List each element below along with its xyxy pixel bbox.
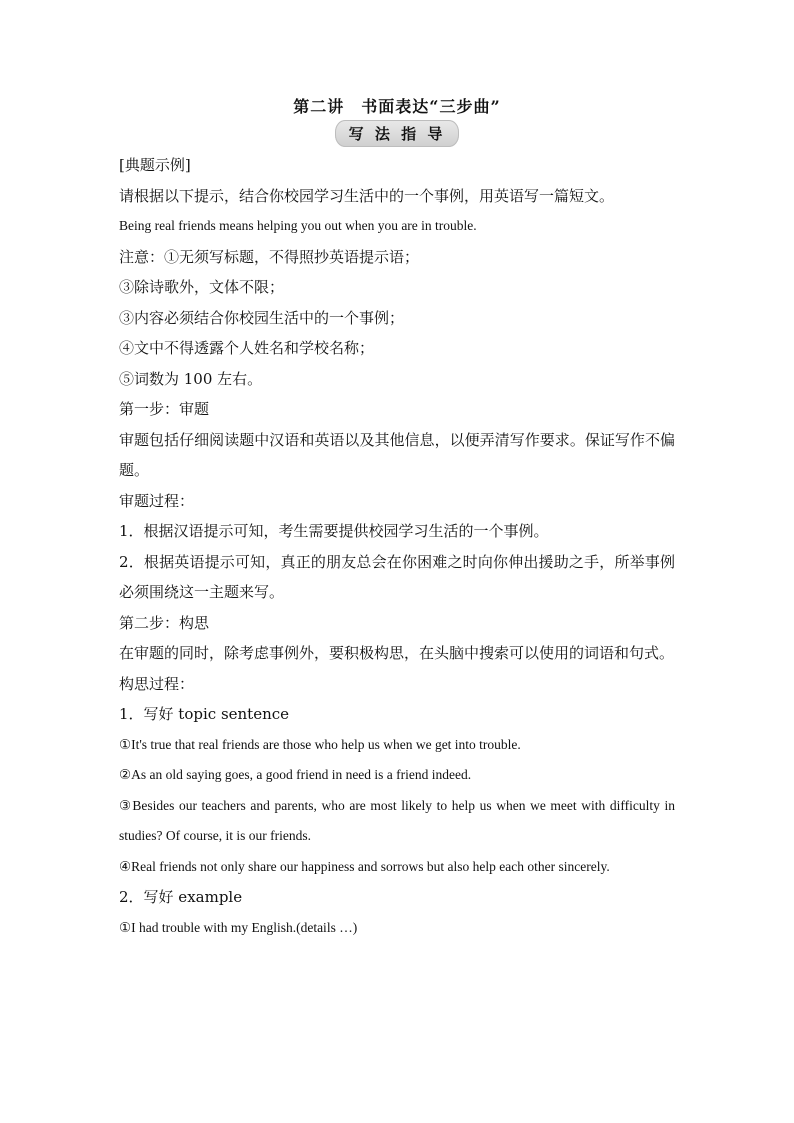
step2-title: 第二步：构思	[119, 613, 210, 632]
step1-point: 1．根据汉语提示可知，考生需要提供校园学习生活的一个事例。	[119, 522, 549, 540]
page-title: 第二讲 书面表达“三步曲”	[293, 97, 501, 116]
example-heading: 2．写好 example	[119, 888, 243, 906]
step1-process-label: 审题过程：	[119, 491, 195, 510]
step1-title: 第一步：审题	[119, 400, 210, 418]
topic-heading: 1．写好 topic sentence	[119, 705, 290, 723]
note-item: ③除诗歌外，文体不限；	[119, 278, 285, 296]
note-item: ⑤词数为 100 左右。	[119, 369, 263, 388]
note-item: ④文中不得透露个人姓名和学校名称；	[119, 339, 375, 357]
topic-sentence: ④Real friends not only share our happiness and sorrows but also help each other sincerely.	[119, 858, 610, 874]
section-badge: 写 法 指 导	[335, 120, 460, 147]
step1-description: 审题包括仔细阅读题中汉语和英语以及其他信息，以便弄清写作要求。保证写作不偏题。	[119, 430, 675, 479]
section-label: [典题示例]	[119, 156, 191, 174]
note-item: ③内容必须结合你校园生活中的一个事例；	[119, 308, 405, 327]
step1-point: 2．根据英语提示可知，真正的朋友总会在你困难之时向你伸出援助之手，所举事例必须围绕这一主题来写。	[119, 552, 675, 601]
example-item: ①I had trouble with my English.(details …)	[119, 919, 358, 935]
english-prompt: Being real friends means helping you out when you are in trouble.	[119, 218, 477, 233]
topic-sentence: ③Besides our teachers and parents, who are most likely to help us when we meet with difficulty in studies? Of course, it is our friends.	[119, 797, 675, 843]
step2-description: 在审题的同时，除考虑事例外，要积极构思，在头脑中搜索可以使用的词语和句式。	[119, 644, 675, 662]
section-badge-wrap	[119, 120, 675, 150]
note-item: 注意：①无须写标题，不得照抄英语提示语；	[119, 247, 420, 266]
topic-sentence: ①It's true that real friends are those who help us when we get into trouble.	[119, 736, 521, 752]
step2-process-label: 构思过程：	[119, 674, 195, 693]
topic-sentence: ②As an old saying goes, a good friend in need is a friend indeed.	[119, 767, 472, 782]
task-prompt: 请根据以下提示，结合你校园学习生活中的一个事例，用英语写一篇短文。	[119, 186, 615, 205]
document-content	[119, 96, 675, 943]
